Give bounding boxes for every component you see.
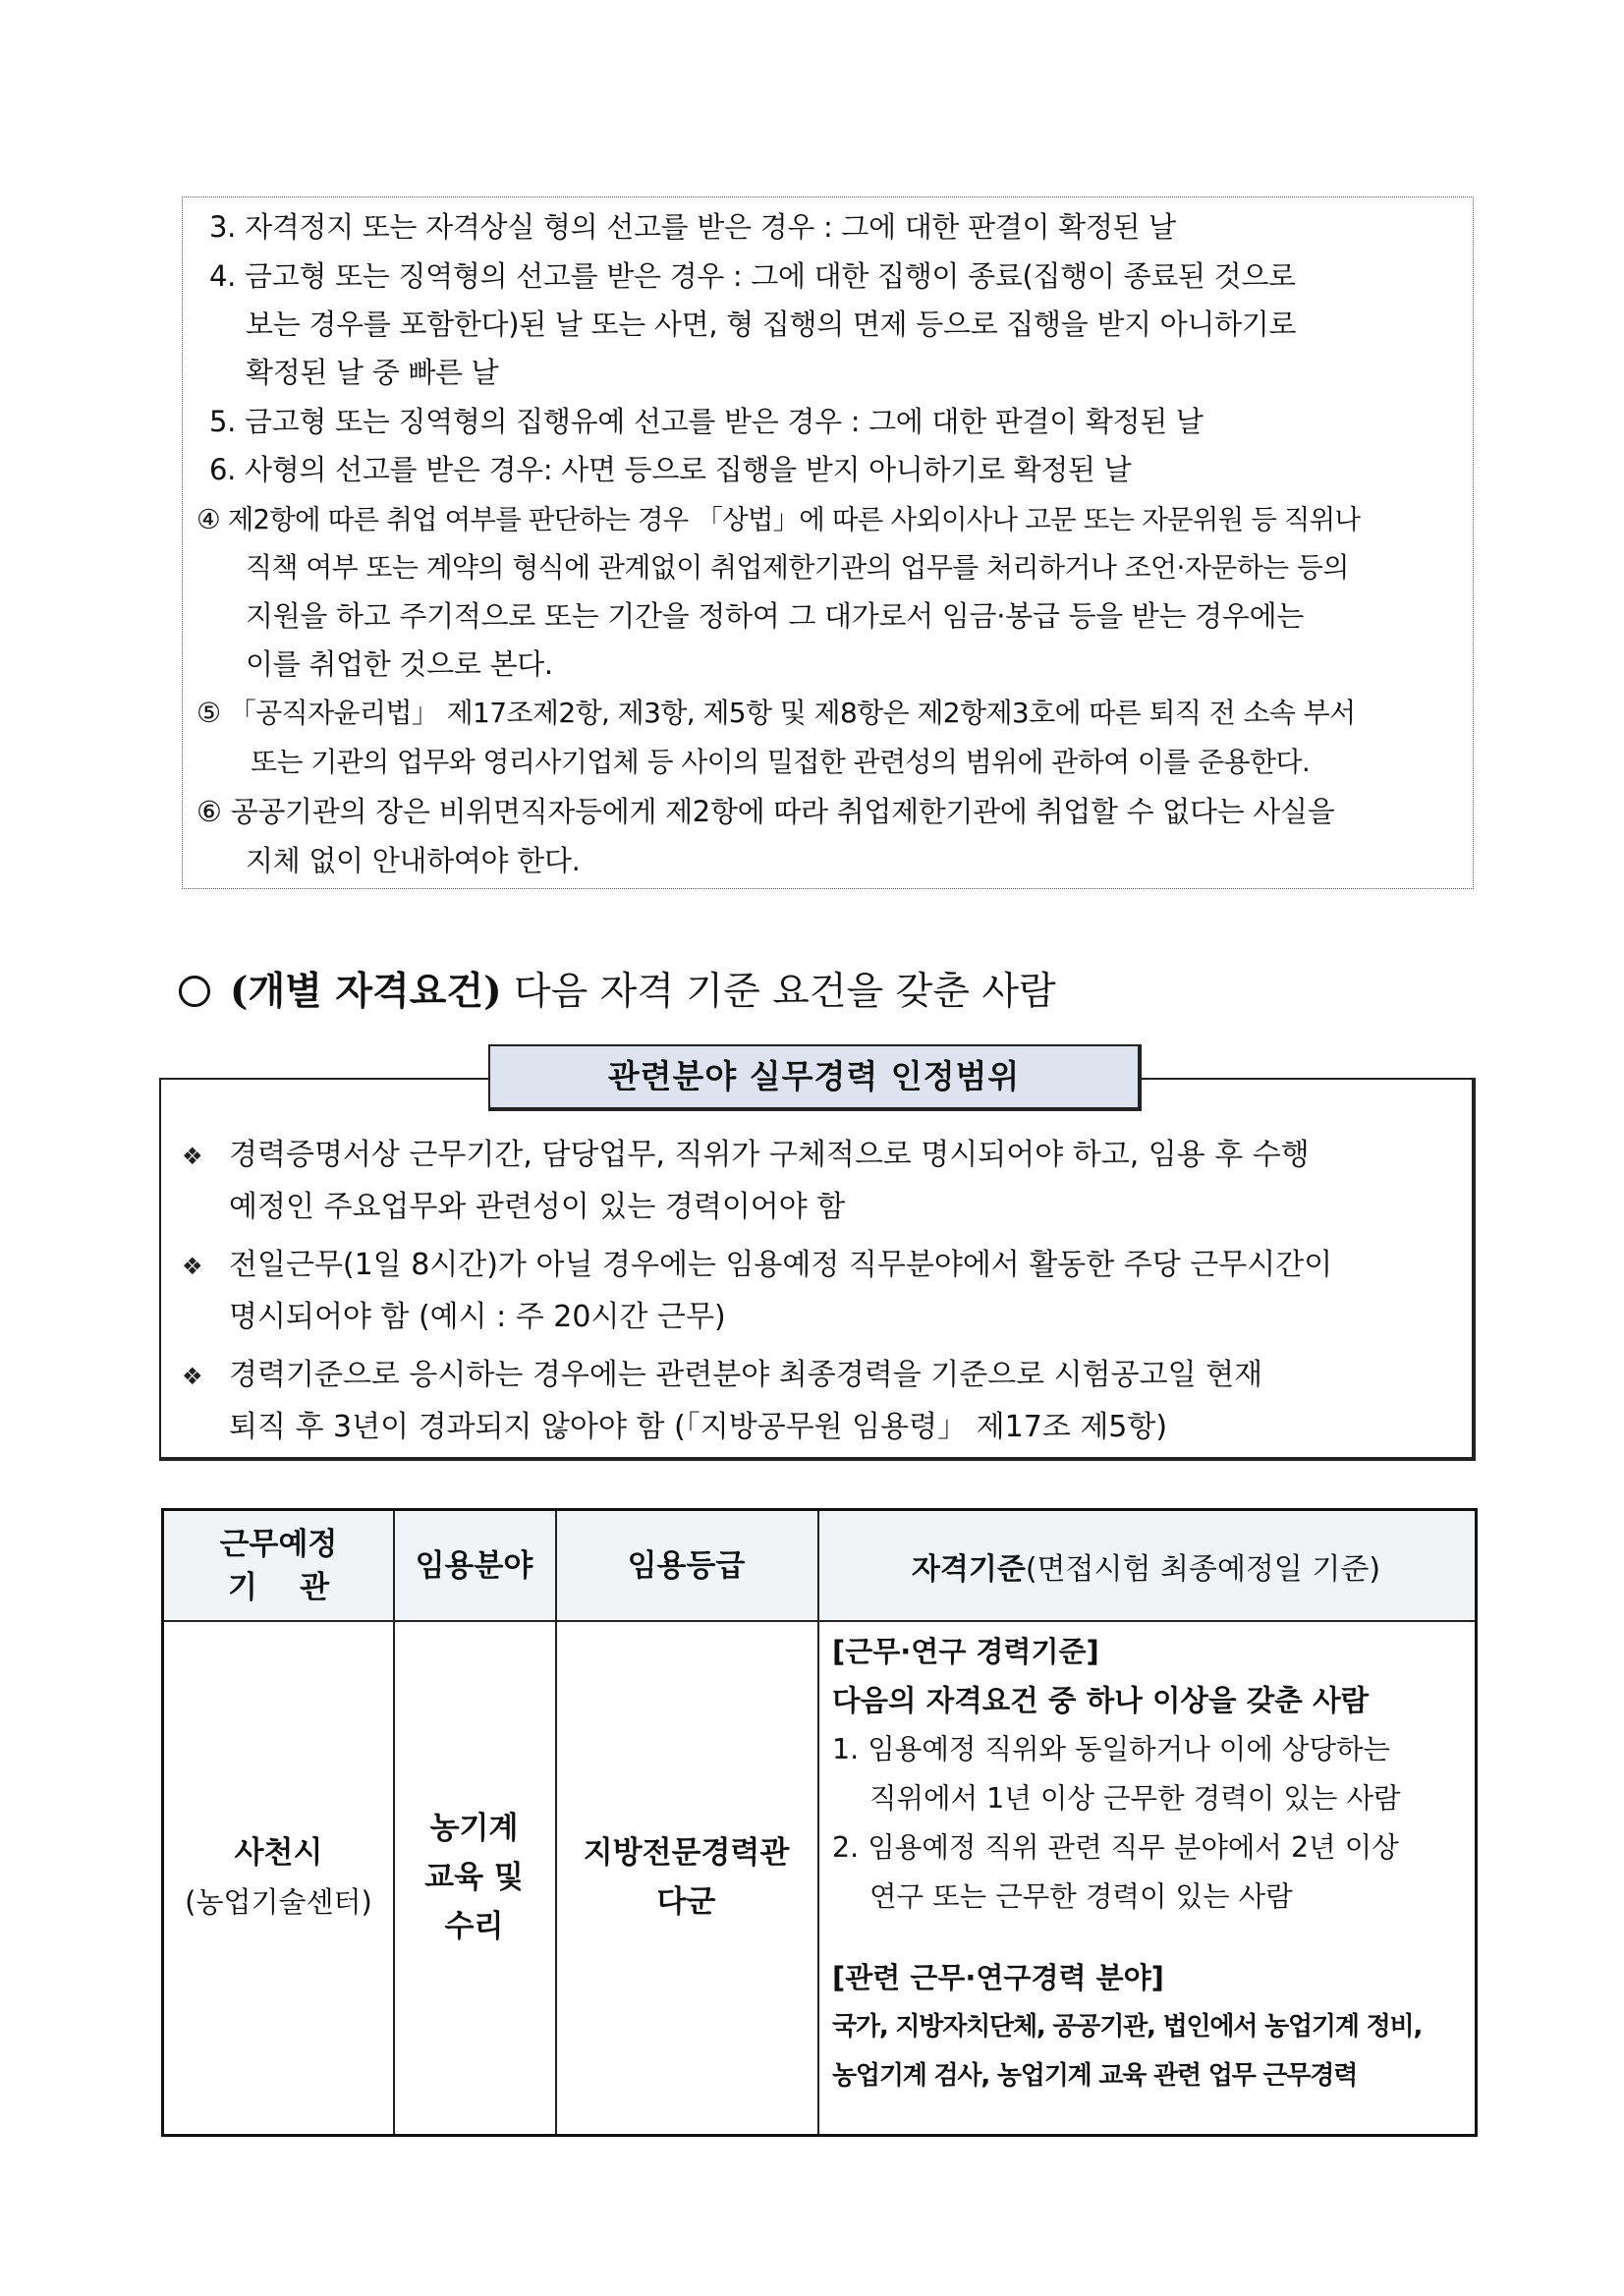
header-agency-line1: 근무예정 <box>219 1526 338 1562</box>
range-item-text: 전일근무(1일 8시간)가 아닐 경우에는 임용예정 직무분야에서 활동한 주당 근무시간이 <box>229 1248 1333 1282</box>
header-agency <box>164 1511 393 1620</box>
header-agency-line2: 기 관 <box>227 1569 330 1605</box>
header-field: 임용분야 <box>415 1547 533 1584</box>
law-para-4-cont: 직책 여부 또는 계약의 형식에 관계없이 취업제한기관의 업무를 처리하거나 조언·자문하는 등의 <box>246 551 1349 584</box>
qualification-table <box>161 1508 1478 2137</box>
range-item-text-cont: 예정인 주요업무와 관련성이 있는 경력이어야 함 <box>229 1190 846 1224</box>
criteria-field-title: [관련 근무·연구경력 분야] <box>832 1961 1164 1994</box>
header-criteria-bold: 자격기준 <box>911 1551 1026 1587</box>
law-para-6-cont: 지체 없이 안내하여야 한다. <box>246 844 581 877</box>
section-heading-bold: (개별 자격요건) <box>230 969 502 1014</box>
range-item-2 <box>182 1240 1332 1343</box>
agency-name: 사천시 <box>234 1834 323 1871</box>
criteria-item-1: 1. 임용예정 직위와 동일하거나 이에 상당하는 <box>832 1733 1391 1765</box>
law-item-4-cont: 보는 경우를 포함한다)된 날 또는 사면, 형 집행의 면제 등으로 집행을 받지 아니하기로 <box>246 308 1297 341</box>
experience-range-title: 관련분야 실무경력 인정범위 <box>488 1044 1142 1111</box>
diamond-bullet-icon: ❖ <box>182 1253 203 1280</box>
criteria-subtitle: 다음의 자격요건 중 하나 이상을 갖춘 사람 <box>832 1684 1370 1717</box>
cell-criteria <box>832 1627 1471 2100</box>
criteria-item-2: 2. 임용예정 직위 관련 직무 분야에서 2년 이상 <box>832 1831 1399 1864</box>
range-item-text: 경력기준으로 응시하는 경우에는 관련분야 최종경력을 기준으로 시험공고일 현재 <box>229 1358 1263 1392</box>
section-heading-text: 다음 자격 기준 요건을 갖춘 사람 <box>501 970 1056 1014</box>
law-para-4: ④ 제2항에 따른 취업 여부를 판단하는 경우 「상법」에 따른 사외이사나 고문 또는 자문위원 등 직위나 <box>196 504 1361 535</box>
range-item-text: 경력증명서상 근무기간, 담당업무, 직위가 구체적으로 명시되어야 하고, 임용 후 수행 <box>229 1138 1310 1172</box>
header-criteria <box>817 1511 1475 1620</box>
range-item-text-cont: 퇴직 후 3년이 경과되지 않아야 함 (「지방공무원 임용령」 제17조 제5항) <box>229 1410 1168 1444</box>
range-item-1 <box>182 1130 1310 1233</box>
section-heading <box>179 961 1056 1016</box>
law-para-5: ⑤ 「공직자윤리법」 제17조제2항, 제3항, 제5항 및 제8항은 제2항제3호에 따른 퇴직 전 소속 부서 <box>196 697 1356 729</box>
criteria-title: [근무·연구 경력기준] <box>832 1635 1099 1668</box>
law-para-5-cont: 또는 기관의 업무와 영리사기업체 등 사이의 밀접한 관련성의 범위에 관하여 이를 준용한다. <box>251 746 1311 778</box>
header-criteria-note: (면접시험 최종예정일 기준) <box>1025 1551 1381 1587</box>
criteria-field-line: 농업기계 검사, 농업기계 교육 관련 업무 근무경력 <box>832 2061 1358 2091</box>
law-item-6: 6. 사형의 선고를 받은 경우: 사면 등으로 집행을 받지 아니하기로 확정된 날 <box>209 453 1132 486</box>
grade-line: 다군 <box>656 1883 716 1920</box>
field-line: 수리 <box>444 1908 504 1944</box>
range-item-text-cont: 명시되어야 함 (예시 : 주 20시간 근무) <box>229 1300 726 1334</box>
law-item-5: 5. 금고형 또는 징역형의 집행유예 선고를 받은 경우 : 그에 대한 판결이 확정된 날 <box>209 405 1204 438</box>
grade-line: 지방전문경력관 <box>583 1834 790 1871</box>
criteria-item-2-cont: 연구 또는 근무한 경력이 있는 사람 <box>869 1880 1293 1913</box>
criteria-item-1-cont: 직위에서 1년 이상 근무한 경력이 있는 사람 <box>869 1782 1401 1815</box>
diamond-bullet-icon: ❖ <box>182 1143 203 1170</box>
cell-agency <box>164 1620 393 2134</box>
law-para-4-cont: 지원을 하고 주기적으로 또는 기간을 정하여 그 대가로서 임금·봉급 등을 받는 경우에는 <box>246 599 1305 633</box>
diamond-bullet-icon: ❖ <box>182 1363 203 1390</box>
cell-grade <box>555 1620 817 2134</box>
law-item-3: 3. 자격정지 또는 자격상실 형의 선고를 받은 경우 : 그에 대한 판결이 확정된 날 <box>209 210 1176 244</box>
criteria-field-line: 국가, 지방자치단체, 공공기관, 법인에서 농업기계 정비, <box>832 2012 1423 2042</box>
range-item-3 <box>182 1350 1262 1453</box>
circle-bullet-icon <box>179 976 210 1007</box>
law-para-6: ⑥ 공공기관의 장은 비위면직자등에게 제2항에 따라 취업제한기관에 취업할 수 없다는 사실을 <box>196 795 1335 828</box>
agency-sub: (농업기술센터) <box>185 1884 372 1919</box>
header-grade: 임용등급 <box>627 1547 746 1584</box>
law-para-4-cont: 이를 취업한 것으로 본다. <box>246 647 553 681</box>
law-item-4: 4. 금고형 또는 징역형의 선고를 받은 경우 : 그에 대한 집행이 종료(집행이 종료된 것으로 <box>209 259 1296 293</box>
cell-field <box>393 1620 555 2134</box>
field-line: 교육 및 <box>424 1859 524 1895</box>
law-item-4-cont: 확정된 날 중 빠른 날 <box>246 356 499 389</box>
field-line: 농기계 <box>429 1810 519 1846</box>
